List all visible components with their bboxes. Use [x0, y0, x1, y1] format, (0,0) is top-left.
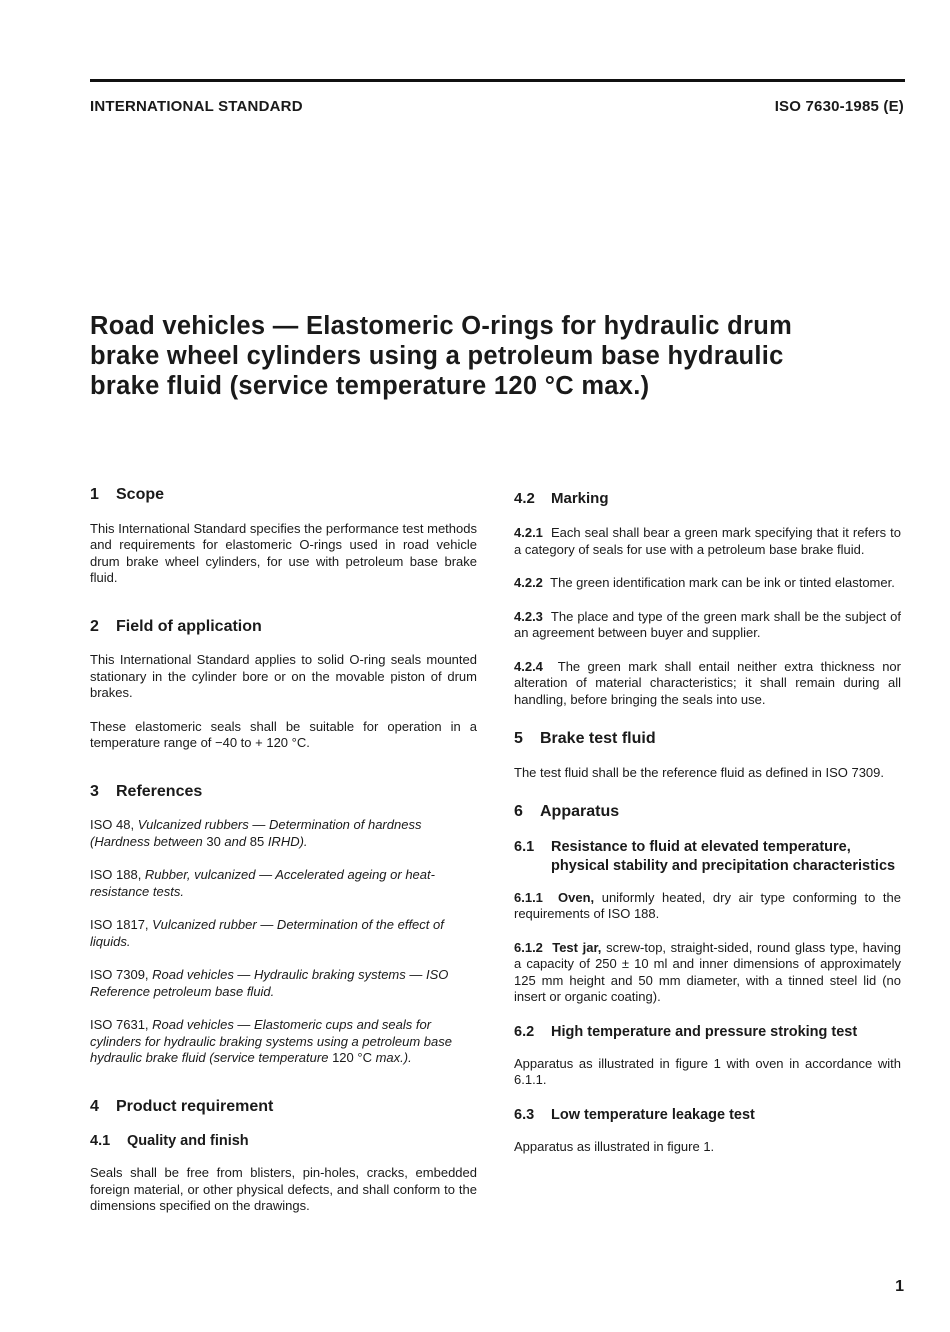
section-4-1-heading: 4.1 Quality and finish: [90, 1133, 249, 1149]
clause-6-1-2: 6.1.2 Test jar, screw-top, straight-sided, round glass type, having a capacity of 250 ± 10 ml and inner dimensions of approximately 125 mm height and 50 mm diameter, with a tinned steel lid (no insert or organic coating).: [514, 939, 901, 1004]
test-fluid-paragraph: The test fluid shall be the reference fluid as defined in ISO 7309.: [514, 764, 885, 780]
left-column: [90, 487, 477, 1232]
reference-iso-1817: ISO 1817, Vulcanized rubber — Determination of the effect of liquids.: [90, 917, 444, 949]
reference-iso-7309: ISO 7309, Road vehicles — Hydraulic braking systems — ISO Reference petroleum base fluid.: [90, 967, 449, 999]
section-number: 6: [514, 803, 523, 820]
section-4-2-heading: 4.2 Marking: [514, 490, 609, 507]
section-4-heading: [90, 1099, 477, 1116]
reference-iso-188: ISO 188, Rubber, vulcanized — Accelerated ageing or heat-resistance tests.: [90, 867, 435, 899]
section-2-heading: [90, 619, 477, 636]
quality-paragraph: Seals shall be free from blisters, pin-holes, cracks, embedded foreign material, or other physical defects, and shall conform to the dimensions specified on the drawings.: [90, 1165, 477, 1213]
leakage-test-paragraph: Apparatus as illustrated in figure 1.: [514, 1138, 715, 1154]
header-document-id: ISO 7630-1985 (E): [774, 98, 904, 115]
clause-4-2-1: 4.2.1 Each seal shall bear a green mark specifying that it refers to a category of seals for use with a petroleum base brake fluid.: [514, 525, 901, 557]
section-5-heading: [514, 731, 901, 748]
section-number: 5: [514, 730, 523, 747]
page-number: 1: [895, 1278, 904, 1295]
section-number: 2: [90, 617, 99, 635]
clause-4-2-3: 4.2.3 The place and type of the green mark shall be the subject of an agreement between buyer and supplier.: [514, 608, 901, 640]
section-6-2-heading: 6.2 High temperature and pressure stroking test: [514, 1023, 858, 1040]
title-line-3: brake fluid (service temperature 120 °C max.): [90, 372, 650, 400]
scope-paragraph: This International Standard specifies the performance test methods and requirements for elastomeric O-rings used in road vehicle drum brake wheel cylinders, for use with petroleum base brake fluid.: [90, 520, 477, 585]
section-3-heading: [90, 784, 477, 801]
section-title: Product requirement: [116, 1097, 274, 1115]
document-title: [90, 311, 890, 401]
field-paragraph-2: These elastomeric seals shall be suitable for operation in a temperature range of −40 to + 120 °C.: [90, 718, 477, 750]
reference-iso-48: ISO 48, Vulcanized rubbers — Determination of hardness (Hardness between 30 and 85 IRHD).: [90, 817, 422, 849]
section-number: 4: [90, 1097, 99, 1115]
title-line-1: Road vehicles — Elastomeric O-rings for hydraulic drum: [90, 312, 793, 340]
title-line-2: brake wheel cylinders using a petroleum base hydraulic: [90, 342, 784, 370]
section-title: Scope: [116, 486, 165, 503]
section-title: Field of application: [116, 617, 262, 635]
section-6-3-heading: 6.3 Low temperature leakage test: [514, 1106, 755, 1123]
reference-iso-7631: ISO 7631, Road vehicles — Elastomeric cups and seals for cylinders for hydraulic braking systems using a petroleum base hydraulic brake fluid (service temperature 120 °C max.).: [90, 1017, 453, 1065]
header-standard-label: INTERNATIONAL STANDARD: [90, 98, 303, 115]
section-number: 1: [90, 486, 99, 503]
top-rule: [90, 79, 905, 82]
section-title: Brake test fluid: [540, 730, 656, 747]
section-1-heading: [90, 487, 477, 504]
section-6-1-heading: 6.1 Resistance to fluid at elevated temperature, physical stability and precipitation characteristics: [514, 838, 896, 874]
section-title: References: [116, 782, 203, 800]
section-6-heading: [514, 804, 901, 821]
right-column: [514, 489, 901, 1172]
clause-4-2-4: 4.2.4 The green mark shall entail neither extra thickness nor alteration of material characteristics; it shall remain during all handling, before bringing the seals into use.: [514, 658, 901, 707]
section-number: 3: [90, 782, 99, 800]
clause-4-2-2: 4.2.2 The green identification mark can be ink or tinted elastomer.: [514, 575, 895, 590]
stroking-test-paragraph: Apparatus as illustrated in figure 1 with oven in accordance with 6.1.1.: [514, 1055, 901, 1087]
section-title: Apparatus: [540, 803, 620, 820]
field-paragraph-1: This International Standard applies to solid O-ring seals mounted stationary in the cylinder bore or on the movable piston of drum brakes.: [90, 652, 477, 700]
clause-6-1-1: 6.1.1 Oven, uniformly heated, dry air type conforming to the requirements of ISO 188.: [514, 889, 901, 921]
